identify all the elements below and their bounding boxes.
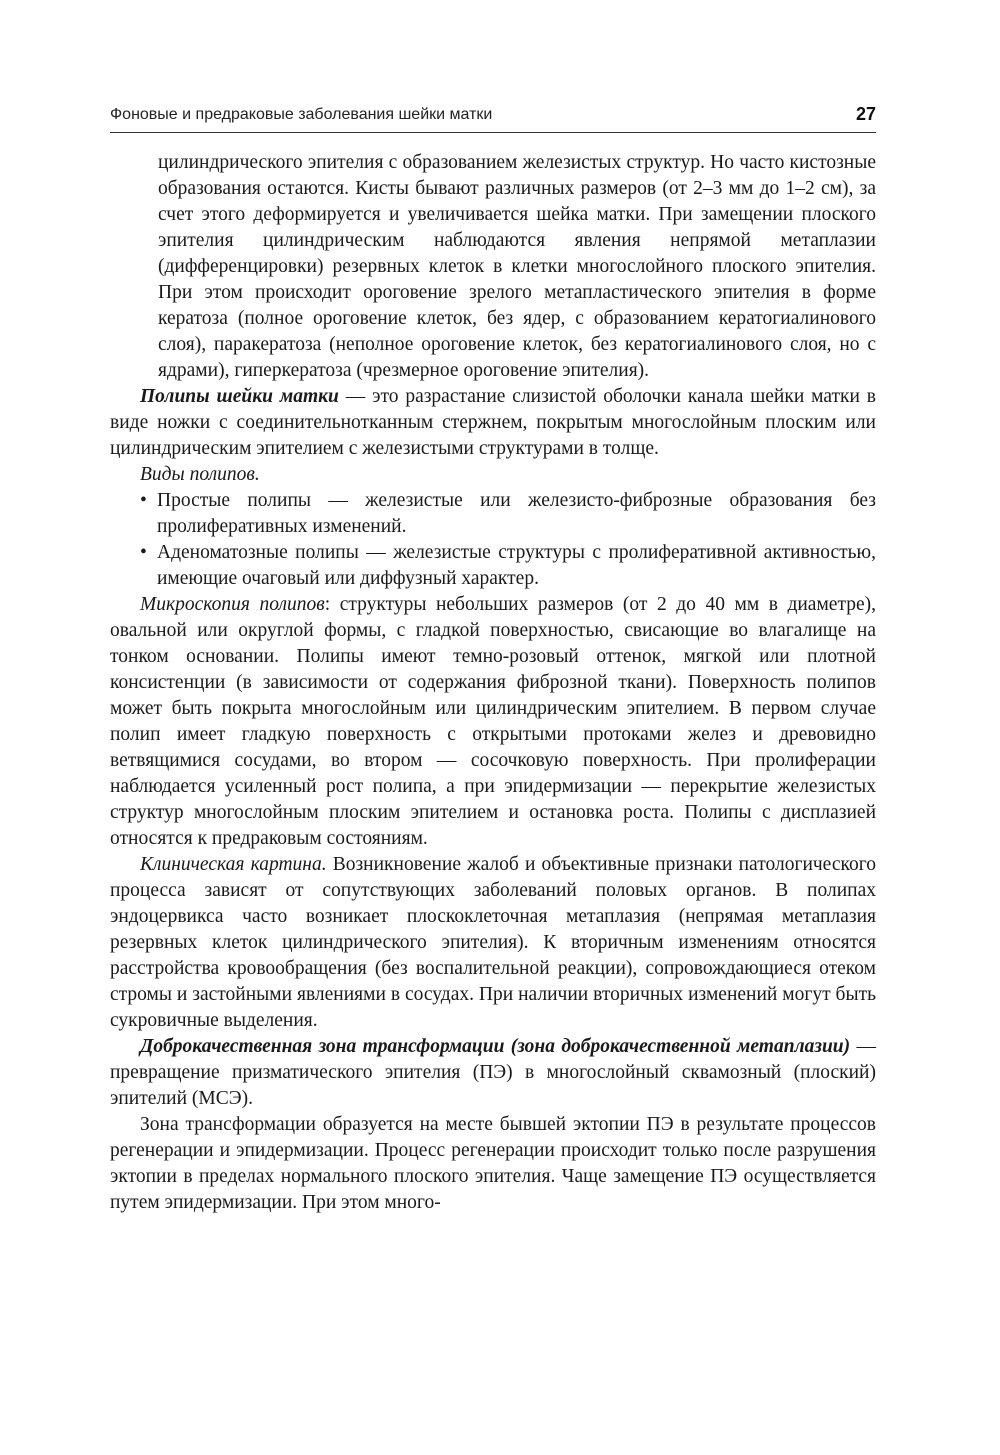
term-polyps: Полипы шейки матки [140, 386, 339, 407]
microscopy-label: Микроскопия полипов [140, 594, 325, 615]
term-benign-zone: Доброкачественная зона трансформации [140, 1036, 505, 1057]
polyp-types-list [110, 488, 876, 592]
running-header [110, 104, 876, 133]
polyps-definition: — это разрастание слизистой оболочки канала шейки матки в виде ножки с соединительнотканным стержнем, покрытым многослойным плоским или цилиндрическим эпителием с железистыми структурами в толще. [110, 386, 876, 459]
bullet-icon: • [140, 542, 147, 563]
clinical-label: Клиническая картина. [140, 854, 327, 875]
paragraph-transformation-zone: Зона трансформации образуется на месте бывшей эктопии ПЭ в результате процессов регенерации и эпидермизации. Процесс регенерации происходит только после разрушения эктопии в пределах нормального плоского эпителия. Чаще замещение ПЭ осуществляется путем эпидермизации. При этом много- [110, 1114, 876, 1213]
list-item [140, 488, 876, 540]
running-title: Фоновые и предраковые заболевания шейки матки [110, 106, 493, 123]
list-item [140, 540, 876, 592]
microscopy-text: : структуры небольших размеров (от 2 до 40 мм в диаметре), овальной или округлой формы, с гладкой поверхностью, свисающие во влагалище на тонком основании. Полипы имеют темно-розовый оттенок, мягкой или плотной консистенции (в зависимости от содержания фиброзной ткани). Поверхность полипов может быть покрыта многослойным или цилиндрическим эпителием. В первом случае полип имеет гладкую поверхность с открытыми протоками желез и древовидно ветвящимися сосудами, во втором — сосочковую поверхность. При пролиферации наблюдается усиленный рост полипа, а при эпидермизации — перекрытие железистых структур многослойным плоским эпителием и остановка роста. Полипы с дисплазией относятся к предраковым состояниям. [110, 594, 876, 849]
paragraph-benign-zone [110, 1034, 876, 1112]
body-text [110, 150, 876, 1216]
list-item-text: Аденоматозные полипы — железистые структуры с пролиферативной активностью, имеющие очаговый или диффузный характер. [157, 542, 876, 589]
paragraph-continuation: цилиндрического эпителия с образованием железистых структур. Но часто кистозные образования остаются. Кисты бывают различных размеров (от 2–3 мм до 1–2 см), за счет этого деформируется и увеличивается шейка матки. При замещении плоского эпителия цилиндрическим наблюдаются явления непрямой метаплазии (дифференцировки) резервных клеток в клетки многослойного плоского эпителия. При этом происходит ороговение зрелого метапластического эпителия в форме кератоза (полное ороговение клеток, без ядер, с образованием кератогиалинового слоя), паракератоза (неполное ороговение клеток, без кератогиалинового слоя, но с ядрами), гиперкератоза (чрезмерное ороговение эпителия). [158, 152, 876, 381]
benign-zone-paren: (зона доброкачественной метаплазии) [504, 1036, 851, 1057]
paragraph-polyp-types-heading [110, 462, 876, 488]
paragraph-polyps [110, 384, 876, 462]
bullet-icon: • [140, 490, 147, 511]
clinical-text: Возникновение жалоб и объективные признаки патологического процесса зависят от сопутствующих заболеваний половых органов. В полипах эндоцервикса часто возникает плоскоклеточная метаплазия (непрямая метаплазия резервных клеток цилиндрического эпителия). К вторичным изменениям относятся расстройства кровообращения (без воспалительной реакции), сопровождающиеся отеком стромы и застойными явлениями в сосудах. При наличии вторичных изменений могут быть сукровичные выделения. [110, 854, 876, 1031]
polyp-types-heading: Виды полипов. [140, 464, 260, 485]
benign-zone-definition: — превращение призматического эпителия (ПЭ) в многослойный сквамозный (плоский) эпителий (МСЭ). [110, 1036, 876, 1109]
paragraph-clinical [110, 852, 876, 1034]
list-item-text: Простые полипы — железистые или железисто-фиброзные образования без пролиферативных изменений. [157, 490, 876, 537]
paragraph-microscopy [110, 592, 876, 852]
page-number: 27 [855, 104, 876, 124]
